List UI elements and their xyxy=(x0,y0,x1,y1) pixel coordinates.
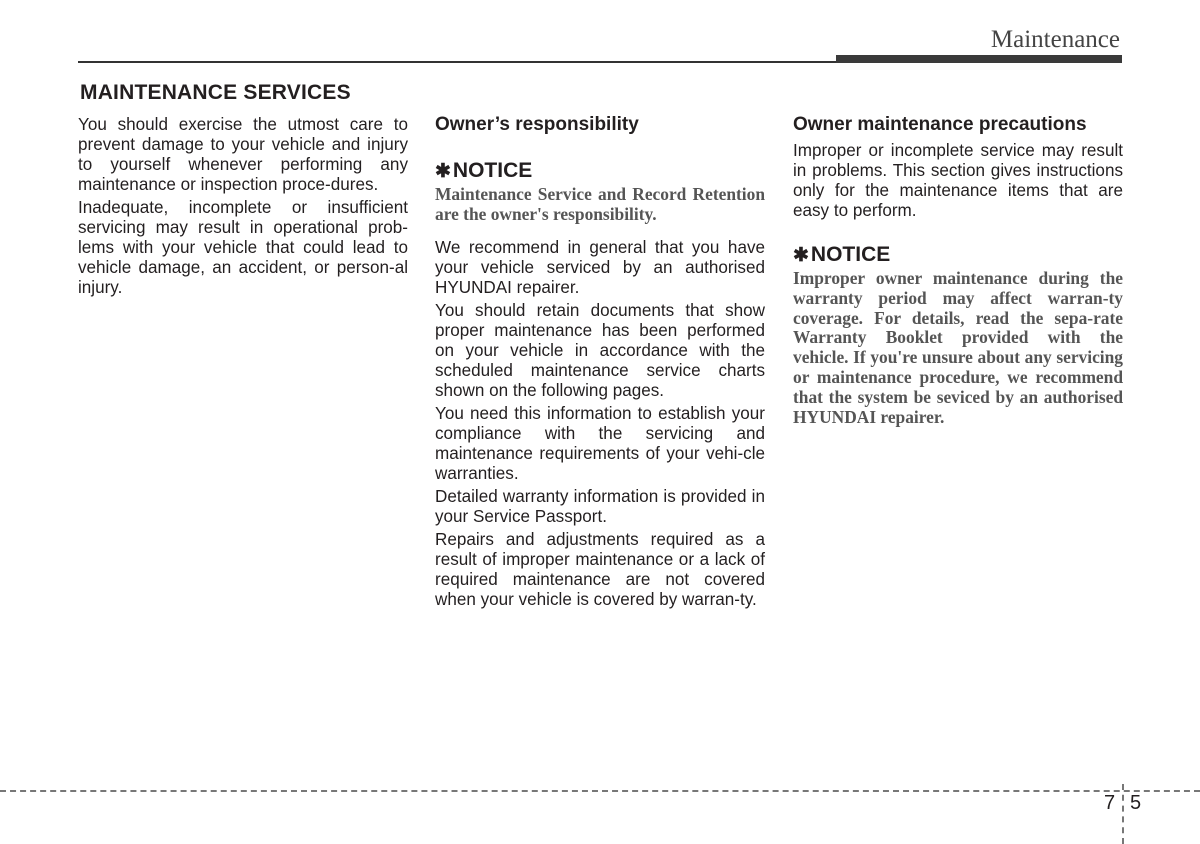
page-chapter-number: 7 xyxy=(1104,792,1116,814)
owner-responsibility-heading: Owner’s responsibility xyxy=(435,114,639,135)
owner-precautions-heading: Owner maintenance precautions xyxy=(793,114,1087,135)
section-title: MAINTENANCE SERVICES xyxy=(80,81,351,104)
column-1 xyxy=(78,115,408,301)
paragraph: Detailed warranty information is provided in your Service Passport. xyxy=(435,486,765,526)
paragraph: Inadequate, incomplete or insufficient servicing may result in operational prob-lems with your vehicle that could lead to vehicle damage, an accident, or person-al injury. xyxy=(78,198,408,297)
footer-divider xyxy=(1122,784,1124,844)
paragraph: Repairs and adjustments required as a result of improper maintenance or a lack of required maintenance are not covered when your vehicle is covered by warran-ty. xyxy=(435,529,765,609)
notice-star-icon: ✱ xyxy=(435,161,451,182)
notice-title: NOTICE xyxy=(810,243,891,266)
notice-body: Maintenance Service and Record Retention are the owner's responsibility. xyxy=(435,184,765,224)
notice-heading xyxy=(793,243,1123,268)
page-number: 5 xyxy=(1130,792,1142,814)
footer-rule xyxy=(0,790,1200,792)
paragraph: You should retain documents that show proper maintenance has been performed on your vehicle in accordance with the scheduled maintenance service charts shown on the following pages. xyxy=(435,300,765,400)
notice-title: NOTICE xyxy=(452,159,533,182)
notice-body: Improper owner maintenance during the warranty period may affect warran-ty coverage. For details, read the sepa-rate Warranty Booklet provided with the vehicle. If you're unsure about any servicing or maintenance procedure, we recommend that the system be seviced by an authorised HYUNDAI repairer. xyxy=(793,268,1123,427)
paragraph: You should exercise the utmost care to prevent damage to your vehicle and injury to yourself whenever performing any maintenance or inspection proce-dures. xyxy=(78,115,408,194)
paragraph: We recommend in general that you have your vehicle serviced by an authorised HYUNDAI repairer. xyxy=(435,237,765,297)
paragraph: Improper or incomplete service may result in problems. This section gives instructions only for the maintenance items that are easy to perform. xyxy=(793,141,1123,220)
notice-star-icon: ✱ xyxy=(793,245,809,266)
header-rule xyxy=(78,61,838,63)
chapter-title: Maintenance xyxy=(990,26,1120,53)
notice-heading xyxy=(435,159,765,184)
header-rule-bar xyxy=(836,55,1122,63)
column-3 xyxy=(793,115,1123,427)
paragraph: You need this information to establish your compliance with the servicing and maintenance requirements of your vehi-cle warranties. xyxy=(435,403,765,483)
column-2 xyxy=(435,115,765,613)
